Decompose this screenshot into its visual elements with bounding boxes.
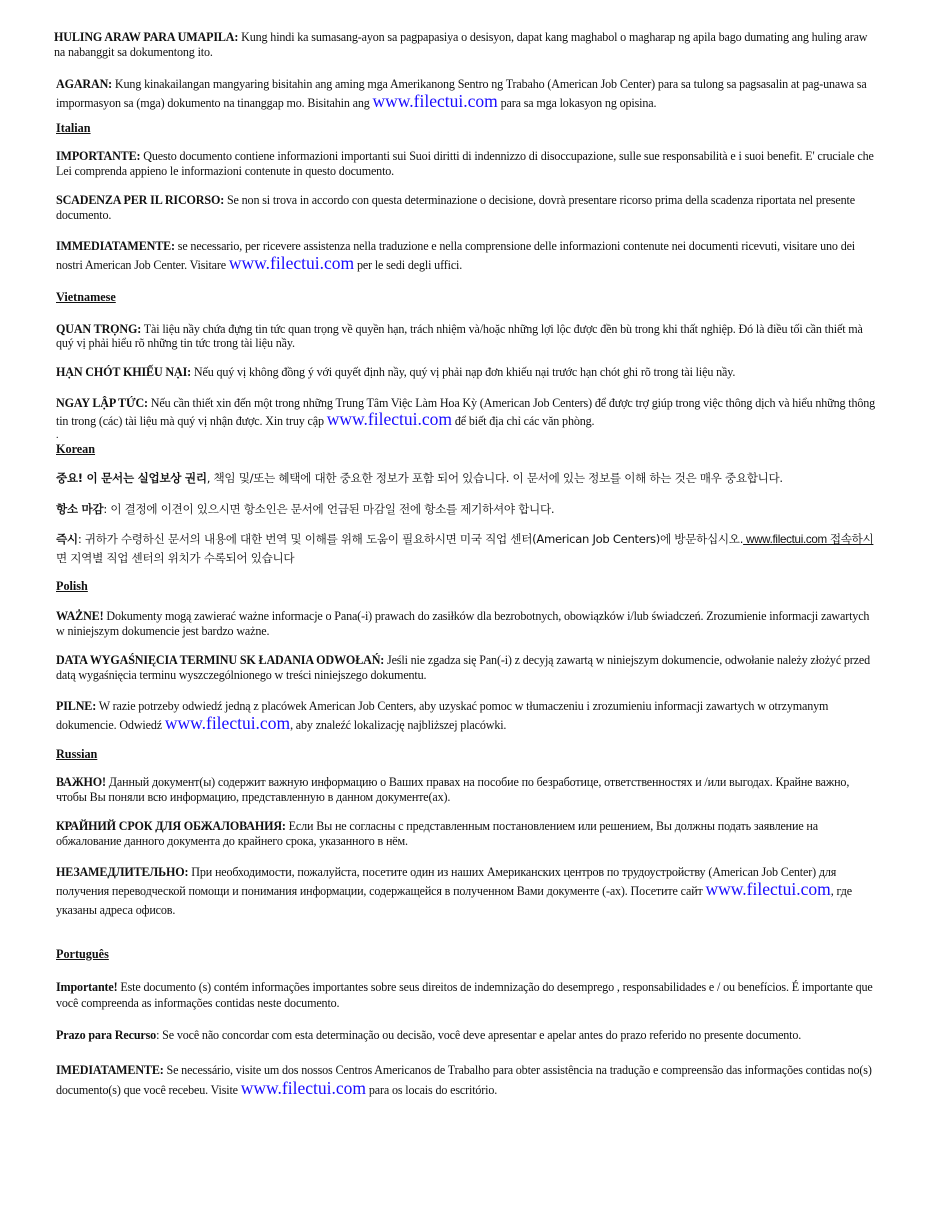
tagalog-now-text: Kung kinakailangan mangyaring bisitahin ang aming mga Amerikanong Sentro ng Trabaho (American Job Center) para sa tulong sa pagsasalin at pag-unawa sa impormasyon sa (mga) dokumento na tinanggap mo. Bisitahin ang — [56, 77, 867, 110]
italian-deadline-text: Se non si trova in accordo con questa determinazione o decisione, dovrà presentare ricorso prima della scadenza riportata nel presente documento. — [56, 193, 855, 222]
tagalog-now-paragraph — [56, 75, 878, 113]
russian-now-paragraph — [56, 863, 878, 920]
tagalog-appeal-text: Kung hindi ka sumasang-ayon sa pagpapasiya o desisyon, dapat kang maghabol o magharap ng apila bago dumating ang huling araw na nabanggit sa dokumentong ito. — [54, 30, 868, 59]
korean-important-paragraph — [56, 468, 878, 488]
italian-now-after: per le sedi degli uffici. — [354, 258, 463, 272]
italian-important-text: Questo documento contiene informazioni importanti sui Suoi diritti di indennizzo di disoccupazione, sulle sue responsabilità e i suoi benefit. E' cruciale che Lei comprenda appieno le informazioni contenute in questo documento. — [56, 149, 874, 178]
portuguese-now-text: Se necessário, visite um dos nossos Centros Americanos de Trabalho para obter assistência na tradução e compreensão das informações contidas no(s) documento(s) que você recebeu. Visite — [56, 1063, 872, 1097]
filectui-link[interactable]: www.filectui.com — [228, 253, 355, 273]
portuguese-now-after: para os locais do escritório. — [365, 1083, 498, 1097]
section-heading-korean: Korean — [56, 442, 96, 456]
polish-deadline-lead: DATA WYGAŚNIĘCIA TERMINU SK ŁADANIA ODWOŁAŃ: — [56, 653, 385, 667]
vietnamese-important-lead: QUAN TRỌNG: — [56, 322, 142, 336]
italian-deadline-paragraph — [56, 193, 878, 223]
russian-now-after: , где указаны адреса офисов. — [56, 884, 852, 917]
section-heading-russian: Russian — [56, 747, 98, 761]
korean-now-paragraph — [56, 530, 878, 567]
polish-now-after: , aby znaleźć lokalizację najbliższej placówki. — [290, 718, 507, 732]
filectui-link[interactable]: www.filectui.com — [372, 91, 498, 111]
russian-important-paragraph — [56, 775, 878, 805]
portuguese-deadline-paragraph — [56, 1028, 878, 1043]
russian-deadline-paragraph — [56, 819, 878, 849]
russian-important-text: Данный документ(ы) содержит важную информацию о Ваших правах на пособие по безработице, ответственностях и /или выгодах. Крайне важно, чтобы Вы поняли всю информацию, представленную в данном документе(ах). — [56, 775, 850, 804]
filectui-link[interactable]: www.filectui.com — [705, 879, 831, 899]
portuguese-deadline-text: : Se você não concordar com esta determinação ou decisão, você deve apresentar e apelar antes do prazo referido no presente documento. — [156, 1028, 802, 1042]
korean-important-text: , 책임 및/또는 혜택에 대한 중요한 정보가 포함 되어 있습니다. 이 문서에 있는 정보를 이해 하는 것은 매우 중요합니다. — [206, 471, 783, 485]
vietnamese-now-paragraph — [56, 394, 878, 430]
korean-filectui-link[interactable]: www.filectui.com 접속하시 — [743, 533, 874, 546]
korean-deadline-paragraph — [56, 499, 878, 519]
korean-now-after: 면 지역별 직업 센터의 위치가 수록되어 있습니다 — [56, 551, 295, 565]
vietnamese-important-paragraph — [56, 322, 878, 350]
russian-deadline-text: Если Вы не согласны с представленным постановлением или решением, Вы должны подать заявление на обжалование данного документа до крайнего срока, указанного в нём. — [56, 819, 818, 848]
italian-important-lead: IMPORTANTE: — [56, 149, 141, 163]
russian-deadline-lead: КРАЙНИЙ СРОК ДЛЯ ОБЖАЛОВАНИЯ: — [56, 819, 286, 833]
russian-now-lead: НЕЗАМЕДЛИТЕЛЬНО: — [56, 865, 189, 879]
section-heading-vietnamese: Vietnamese — [56, 290, 116, 304]
vietnamese-now-after: để biết địa chỉ các văn phòng. — [451, 414, 595, 428]
document-page — [56, 30, 878, 1100]
vietnamese-now-text: Nếu cần thiết xin đến một trong những Trung Tâm Việc Làm Hoa Kỳ (American Job Centers) để được trợ giúp trong việc thông dịch và hiểu những thông tin trong (các) tài liệu mà quý vị nhận được. Xin truy cập — [56, 396, 876, 428]
vietnamese-deadline-paragraph — [56, 365, 878, 380]
portuguese-important-lead: Importante! — [56, 980, 118, 994]
italian-now-paragraph — [56, 237, 878, 275]
russian-now-text: При необходимости, пожалуйста, посетите один из наших Американских центров по трудоустройству (American Job Center) для получения переводческой помощи и понимания информации, содержащейся в полученном Вами документе (-ах). Посетите сайт — [56, 865, 837, 898]
vietnamese-deadline-text: Nếu quý vị không đồng ý với quyết định nầy, quý vị phải nạp đơn khiếu nại trước hạn chót ghi rõ trong tài liệu nầy. — [191, 365, 736, 379]
portuguese-now-paragraph — [56, 1060, 878, 1100]
tagalog-appeal-lead: HULING ARAW PARA UMAPILA: — [54, 30, 239, 44]
polish-important-paragraph — [56, 609, 878, 639]
italian-deadline-lead: SCADENZA PER IL RICORSO: — [56, 193, 225, 207]
polish-important-lead: WAŻNE! — [56, 609, 104, 623]
filectui-link[interactable]: www.filectui.com — [326, 409, 452, 429]
section-heading-italian: Italian — [56, 121, 91, 135]
polish-now-paragraph — [56, 697, 878, 735]
portuguese-now-lead: IMEDIATAMENTE: — [56, 1063, 164, 1077]
portuguese-deadline-lead: Prazo para Recurso — [56, 1028, 157, 1042]
vietnamese-deadline-lead: HẠN CHÓT KHIẾU NẠI: — [56, 365, 192, 379]
portuguese-important-paragraph — [56, 979, 878, 1011]
korean-important-lead: 중요! 이 문서는 실업보상 권리 — [56, 471, 207, 485]
filectui-link[interactable]: www.filectui.com — [240, 1078, 366, 1098]
vietnamese-now-lead: NGAY LẬP TỨC: — [56, 396, 148, 410]
korean-deadline-lead: 항소 마감 — [56, 502, 104, 516]
tagalog-now-after: para sa mga lokasyon ng opisina. — [497, 96, 657, 110]
section-heading-polish: Polish — [56, 579, 88, 593]
stray-dot: . — [56, 430, 59, 441]
italian-important-paragraph — [56, 149, 878, 179]
polish-deadline-paragraph — [56, 653, 878, 683]
polish-important-text: Dokumenty mogą zawierać ważne informacje o Pana(-i) prawach do zasiłków dla bezrobotnych, obowiązków i/lub świadczeń. Zrozumienie informacji zawartych w niniejszym dokumencie jest bardzo ważne. — [56, 609, 870, 638]
tagalog-appeal-paragraph — [54, 30, 878, 60]
italian-now-text: se necessario, per ricevere assistenza nella traduzione e nella comprensione delle informazioni contenute nei documenti ricevuti, visitare uno dei nostri American Job Center. Visitare — [56, 239, 856, 272]
vietnamese-important-text: Tài liệu nầy chứa đựng tin tức quan trọng về quyền hạn, trách nhiệm và/hoặc những lợi lộc được đền bù trong khi thất nghiệp. Đó là điều tối cần thiết mà quý vị phải hiểu rõ những tin tức trong tài liệu nầy. — [56, 322, 863, 350]
italian-now-lead: IMMEDIATAMENTE: — [56, 239, 175, 253]
portuguese-important-text: Este documento (s) contém informações importantes sobre seus direitos de indemnização do desemprego , responsabilidades e / ou benefícios. É importante que você compreenda as informações contidas neste documento. — [56, 980, 873, 1010]
korean-deadline-text: : 이 결정에 이견이 있으시면 항소인은 문서에 언급된 마감일 전에 항소를 제기하셔야 합니다. — [103, 502, 555, 516]
section-heading-portuguese: Português — [56, 947, 109, 961]
russian-important-lead: ВАЖНО! — [56, 775, 106, 789]
polish-now-lead: PILNE: — [56, 699, 97, 713]
polish-now-text: W razie potrzeby odwiedź jedną z placówek American Job Centers, aby uzyskać pomoc w tłumaczeniu i zrozumieniu informacji zawartych w otrzymanym dokumencie. Odwiedź — [56, 699, 829, 732]
korean-now-lead: 즉시 — [56, 532, 78, 546]
tagalog-now-lead: AGARAN: — [56, 77, 113, 91]
filectui-link[interactable]: www.filectui.com — [164, 713, 291, 733]
korean-now-text: : 귀하가 수령하신 문서의 내용에 대한 번역 및 이해를 위해 도움이 필요하시면 미국 직업 센터(American Job Centers)에 방문하십시오. — [77, 532, 744, 546]
polish-deadline-text: Jeśli nie zgadza się Pan(-i) z decyją zawartą w niniejszym dokumencie, odwołanie należy złożyć przed datą wygaśnięcia terminu wyszczególnionego w treści niniejszego dokumentu. — [56, 653, 871, 682]
